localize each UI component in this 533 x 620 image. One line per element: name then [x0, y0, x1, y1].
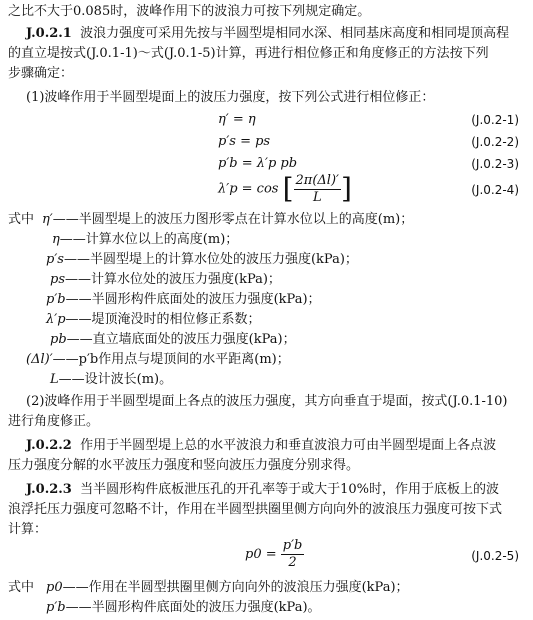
formula-lhs: p0 =	[245, 547, 277, 562]
item-2-line1: (2)波峰作用于半圆型堤面上各点的波压力强度，其方向垂直于堤面，按式(J.0.1-10)	[26, 394, 508, 409]
def-row	[26, 350, 290, 370]
def-text: ——直立墙底面处的波压力强度(kPa)；	[66, 332, 296, 347]
item-1: (1)波峰作用于半圆型堤面上的波压力强度，按下列公式进行相位修正：	[26, 90, 435, 105]
fraction-denominator: L	[312, 189, 322, 205]
def-symbol: p′s	[46, 252, 64, 267]
para-intro: 之比不大于0.085时，波峰作用下的波浪力可按下列规定确定。	[8, 4, 371, 19]
def-text: ——作用在半圆型拱圈里侧方向向外的波浪压力强度(kPa)；	[62, 580, 409, 595]
item-2-line2: 进行角度修正。	[8, 414, 100, 429]
def-text: ——p′b作用点与堤顶间的水平距离(m)；	[52, 352, 290, 367]
def-text: ——计算水位处的波压力强度(kPa)；	[65, 272, 281, 287]
formula-j0-2-1: η′ = η	[218, 112, 256, 127]
bracket-left: [	[282, 172, 294, 205]
def-symbol: λ′p	[46, 312, 66, 327]
def-row	[52, 230, 238, 250]
def-text: ——半圆形构件底面处的波压力强度(kPa)。	[65, 600, 321, 615]
def-row	[46, 310, 261, 330]
clause-j0-2-3-line2: 浪浮托压力强度可忽略不计，作用在半圆型拱圈里侧方向向外的波浪压力强度可按下式	[8, 502, 503, 517]
def-text: ——半圆型堤上的波压力图形零点在计算水位以上的高度(m)；	[52, 212, 414, 227]
def-row	[46, 578, 409, 598]
formula-j0-2-4	[218, 172, 352, 207]
fraction	[281, 538, 305, 571]
clause-number: J.0.2.2	[26, 438, 72, 453]
def-row	[42, 210, 413, 230]
clause-j0-2-3-line1	[26, 480, 525, 500]
formula-j0-2-5	[245, 538, 304, 572]
def-symbol: p′b	[46, 600, 66, 615]
formula-number: (J.0.2-3)	[471, 157, 519, 171]
clause-j0-2-2-line2: 压力强度分解的水平波压力强度和竖向波压力强度分别求得。	[8, 458, 360, 473]
def-symbol: L	[50, 372, 59, 387]
fraction-denominator: 2	[288, 555, 297, 570]
clause-number: J.0.2.3	[26, 482, 72, 497]
defs2-label: 式中	[8, 580, 35, 595]
def-text: ——计算水位以上的高度(m)；	[59, 232, 239, 247]
clause-number: J.0.2.1	[26, 26, 72, 41]
def-text: ——设计波长(m)。	[58, 372, 173, 387]
clause-text: 当半圆形构件底板泄压孔的开孔率等于或大于10%时，作用于底板上的波	[80, 482, 500, 497]
def-row	[46, 290, 321, 310]
def-row	[46, 598, 321, 618]
formula-number: (J.0.2-4)	[471, 183, 519, 197]
def-symbol: η	[52, 232, 60, 247]
def-symbol: (Δl)′	[26, 352, 53, 367]
clause-j0-2-3-line3: 计算：	[8, 522, 48, 537]
formula-lhs: λ′p = cos	[218, 181, 279, 197]
bracket-right: ]	[341, 172, 352, 205]
fraction-numerator: p′b	[282, 538, 303, 553]
defs-label: 式中	[8, 212, 35, 227]
clause-text: 作用于半圆型堤上总的水平波浪力和垂直波浪力可由半圆型堤面上各点波	[80, 438, 497, 453]
def-row	[46, 250, 358, 270]
formula-j0-2-2: p′s = ps	[218, 134, 271, 149]
def-text: ——堤顶淹没时的相位修正系数；	[65, 312, 261, 327]
def-symbol: p0	[46, 580, 63, 595]
def-row	[50, 270, 281, 290]
def-row	[50, 330, 296, 350]
def-symbol: p′b	[46, 292, 66, 307]
clause-j0-2-1-line2: 的直立堤按式(J.0.1-1)～式(J.0.1-5)计算，再进行相位修正和角度修正的方法按下列	[8, 46, 489, 61]
clause-text: 波浪力强度可采用先按与半圆型堤相同水深、相同基床高度和相同堤顶高程	[80, 26, 510, 41]
fraction	[294, 173, 341, 206]
clause-j0-2-1-line3: 步骤确定：	[8, 66, 74, 81]
def-text: ——半圆型堤上的计算水位处的波压力强度(kPa)；	[63, 252, 358, 267]
def-text: ——半圆形构件底面处的波压力强度(kPa)；	[65, 292, 321, 307]
formula-number: (J.0.2-2)	[471, 135, 519, 149]
clause-j0-2-2-line1	[26, 436, 525, 456]
def-symbol: pb	[50, 332, 67, 347]
clause-j0-2-1-line1	[26, 24, 525, 44]
formula-number: (J.0.2-1)	[471, 113, 519, 127]
formula-j0-2-3: p′b = λ′p pb	[218, 156, 298, 171]
fraction-numerator: 2π(Δl)′	[295, 172, 339, 188]
formula-number: (J.0.2-5)	[471, 549, 519, 563]
def-symbol: η′	[42, 212, 53, 227]
def-symbol: ps	[50, 272, 65, 287]
def-row	[50, 370, 172, 390]
